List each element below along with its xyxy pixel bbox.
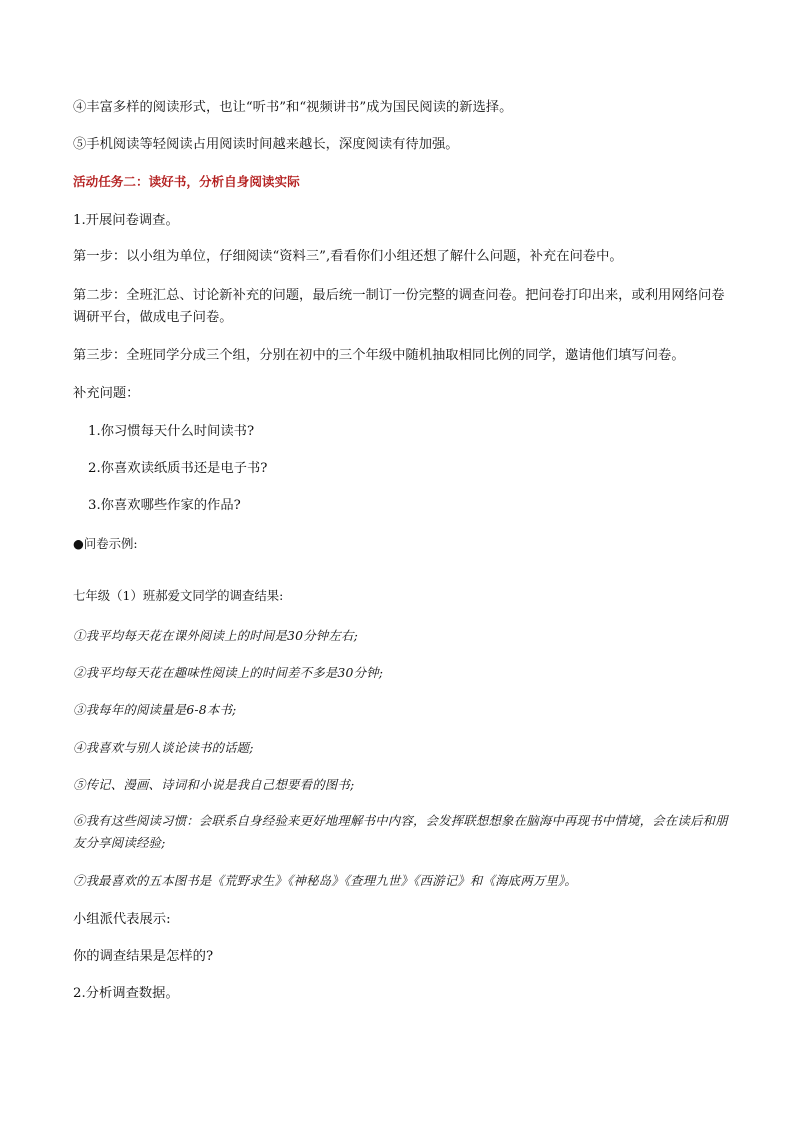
paragraph-form-variety: ④丰富多样的阅读形式，也让“听书”和“视频讲书”成为国民阅读的新选择。 xyxy=(73,100,513,115)
paragraph-light-reading: ⑤手机阅读等轻阅读占用阅读时间越来越长，深度阅读有待加强。 xyxy=(73,137,459,152)
step-two: 第二步：全班汇总、讨论新补充的问题，最后统一制订一份完整的调查问卷。把问卷打印出来，或利用网络问卷调研平台，做成电子问卷。 xyxy=(73,288,725,325)
question-3: 3.你喜欢哪些作家的作品? xyxy=(88,498,241,513)
result-item-2: ②我平均每天花在趣味性阅读上的时间差不多是30分钟; xyxy=(73,665,384,680)
result-item-4: ④我喜欢与别人谈论读书的话题; xyxy=(73,740,254,755)
result-item-3: ③我每年的阅读量是6-8本书; xyxy=(73,702,237,717)
step-three: 第三步：全班同学分成三个组，分别在初中的三个年级中随机抽取相同比例的同学，邀请他们填写问卷。 xyxy=(73,348,685,363)
question-2: 2.你喜欢读纸质书还是电子书? xyxy=(88,461,268,476)
result-item-7: ⑦我最喜欢的五本图书是《荒野求生》《神秘岛》《查理九世》《西游记》和《海底两万里》。 xyxy=(73,873,578,888)
step-survey-title: 1.开展问卷调查。 xyxy=(73,213,179,228)
step-analyze-data: 2.分析调查数据。 xyxy=(73,986,179,1001)
your-result-question: 你的调查结果是怎样的? xyxy=(73,949,214,964)
question-1: 1.你习惯每天什么时间读书? xyxy=(88,424,255,439)
survey-result-title: 七年级（1）班郝爱文同学的调查结果: xyxy=(73,588,284,603)
activity-task-two-heading: 活动任务二：读好书，分析自身阅读实际 xyxy=(73,174,300,189)
group-presentation-label: 小组派代表展示: xyxy=(73,912,171,927)
result-item-5: ⑤传记、漫画、诗词和小说是我自己想要看的图书; xyxy=(73,777,355,792)
step-one: 第一步：以小组为单位，仔细阅读“资料三”,看看你们小组还想了解什么问题，补充在问卷中。 xyxy=(73,249,623,264)
supplementary-questions-label: 补充问题： xyxy=(73,386,140,401)
questionnaire-example-label: ●问卷示例: xyxy=(73,536,138,551)
result-item-1: ①我平均每天花在课外阅读上的时间是30分钟左右; xyxy=(73,628,358,643)
result-item-6: ⑥我有这些阅读习惯：会联系自身经验来更好地理解书中内容，会发挥联想想象在脑海中再现书中情境，会在读后和朋友分享阅读经验; xyxy=(73,813,728,850)
